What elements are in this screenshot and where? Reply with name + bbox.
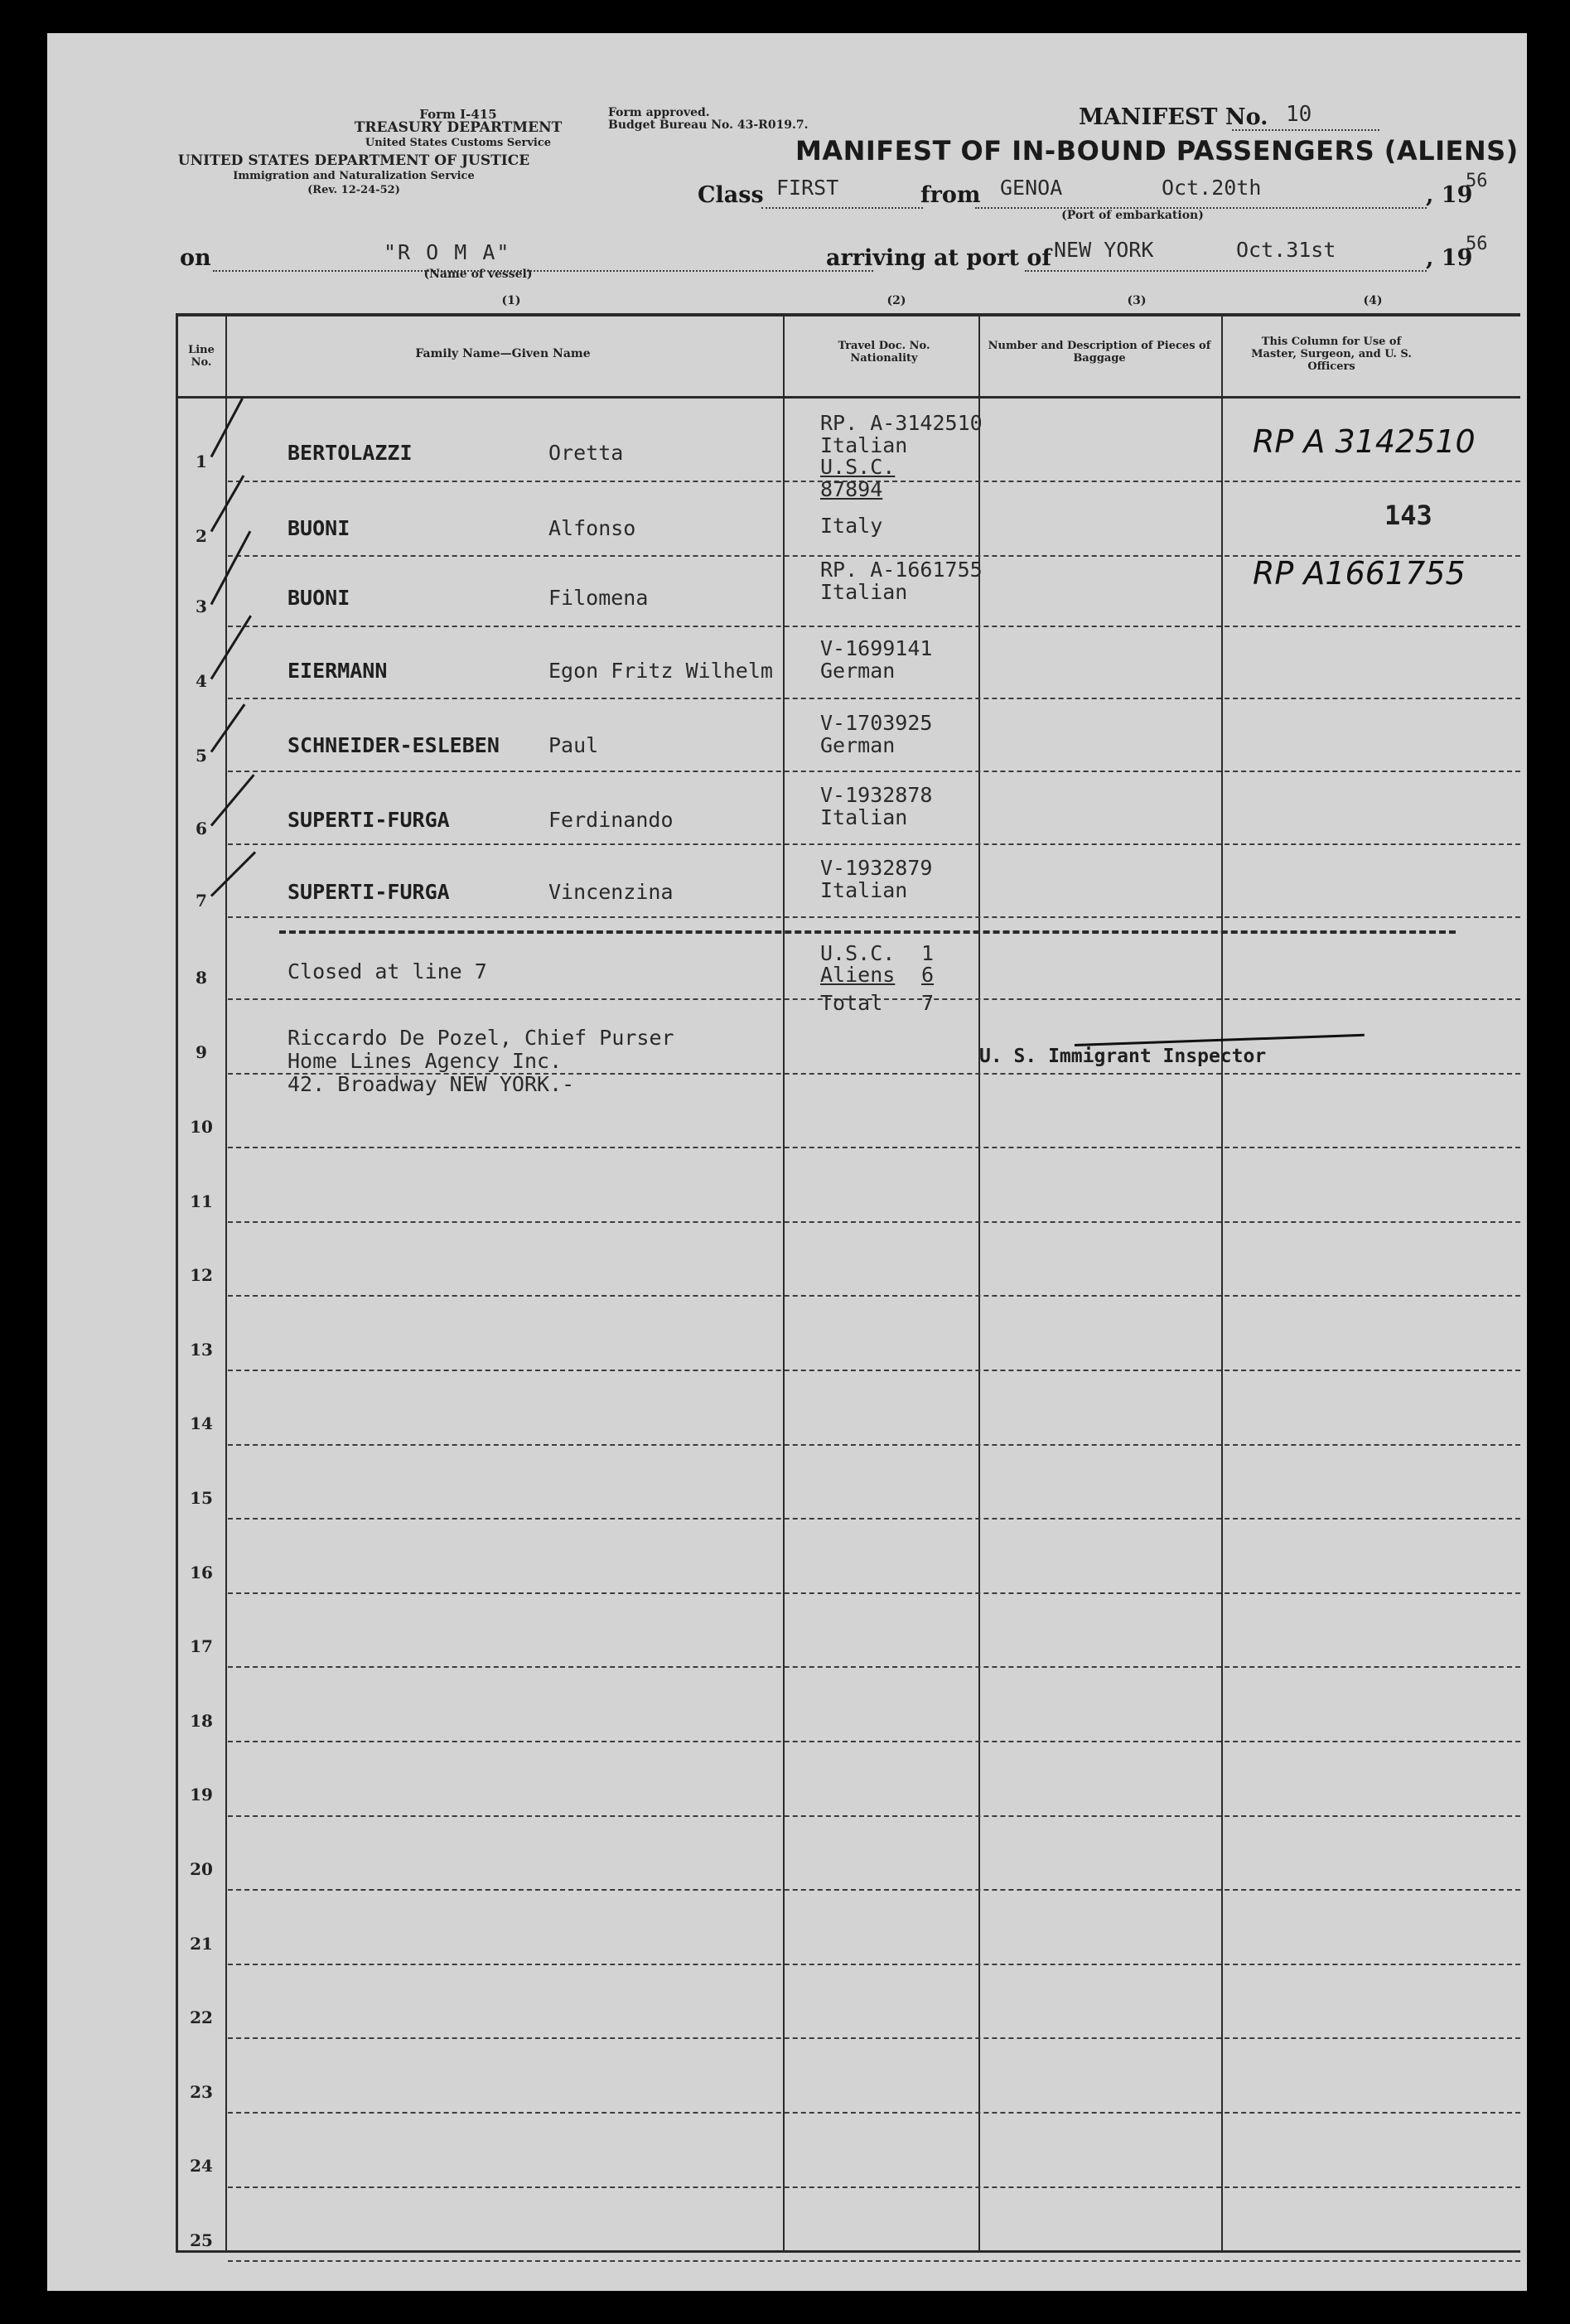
row-separator	[228, 1964, 1520, 1965]
row-separator	[228, 2186, 1520, 2188]
family-name: SUPERTI-FURGA	[287, 880, 450, 904]
aliens-label: Aliens	[820, 963, 896, 987]
line-number: 19	[190, 1785, 213, 1805]
row-separator	[228, 916, 1520, 918]
given-name: Paul	[548, 733, 599, 757]
department-of-justice: UNITED STATES DEPARTMENT OF JUSTICE	[177, 152, 530, 169]
line-number: 15	[190, 1488, 213, 1508]
nationality: Italian	[820, 433, 908, 457]
closed-at-line: Closed at line 7	[287, 959, 487, 983]
closing-rule	[279, 930, 1456, 934]
row-separator	[228, 1666, 1520, 1668]
given-name: Filomena	[548, 586, 649, 610]
class-label: Class	[698, 182, 764, 208]
officer-annotation: RP A1661755	[1253, 555, 1466, 592]
inspector-signature	[1075, 1034, 1365, 1046]
manifest-sheet	[47, 33, 1527, 2291]
line-number: 10	[190, 1117, 213, 1137]
line-number: 13	[190, 1339, 213, 1360]
from-year-suffix: 56	[1466, 171, 1488, 191]
given-name: Alfonso	[548, 516, 636, 540]
usc-label: U.S.C.	[820, 941, 896, 965]
travel-doc: V-1703925	[820, 711, 933, 735]
col-doc-header: Travel Doc. No. Nationality	[838, 340, 930, 365]
class-value: FIRST	[776, 176, 839, 200]
from-port: GENOA	[1000, 176, 1063, 200]
baggage-col-divider	[1221, 313, 1223, 2250]
form-approved: Form approved.	[608, 106, 710, 119]
treasury-department: TREASURY DEPARTMENT	[354, 119, 563, 136]
family-name: SCHNEIDER-ESLEBEN	[287, 733, 500, 757]
given-name: Ferdinando	[548, 808, 674, 832]
row-separator	[228, 1741, 1520, 1742]
inspector-signature-line: U. S. Immigrant Inspector	[979, 1046, 1267, 1067]
nationality: Italian	[820, 878, 908, 902]
given-name: Oretta	[548, 441, 624, 465]
doc-col-divider	[978, 313, 980, 2250]
travel-doc: V-1699141	[820, 636, 933, 660]
port-of-embarkation-caption: (Port of embarkation)	[1061, 209, 1204, 222]
travel-doc: RP. A-1661755	[820, 558, 983, 582]
class-dotline	[761, 207, 923, 209]
nationality: German	[820, 733, 896, 757]
line-number: 11	[190, 1191, 213, 1211]
line-number: 21	[190, 1933, 213, 1954]
on-label: on	[180, 245, 211, 271]
row-separator	[228, 1518, 1520, 1520]
arrival-year-prefix: , 19	[1426, 245, 1473, 271]
line-number: 6	[196, 819, 207, 838]
row-separator	[228, 1370, 1520, 1371]
travel-doc: V-1932879	[820, 856, 933, 880]
line-number: 24	[190, 2156, 213, 2177]
arriving-label: arriving at port of	[826, 245, 1052, 271]
arrival-port: NEW YORK	[1054, 238, 1154, 262]
budget-bureau: Budget Bureau No. 43-R019.7.	[608, 118, 809, 132]
line-number: 12	[190, 1265, 213, 1286]
aliens-count: 6	[921, 963, 935, 987]
row-separator	[228, 1444, 1520, 1446]
line-number: 22	[190, 2008, 213, 2028]
col-officer-header: This Column for Use of Master, Surgeon, and U. S. Officers	[1251, 336, 1412, 373]
check-mark	[210, 774, 255, 826]
line-col-divider	[225, 313, 227, 2250]
line-number: 20	[190, 1859, 213, 1879]
check-mark	[210, 703, 246, 752]
line-number: 18	[190, 1710, 213, 1731]
row-separator	[228, 1592, 1520, 1594]
line-number: 8	[196, 968, 207, 988]
manifest-no-dotline	[1232, 129, 1379, 131]
vessel-name: "R O M A"	[384, 240, 511, 264]
col-baggage-header: Number and Description of Pieces of Baggage	[988, 340, 1211, 365]
line-number: 23	[190, 2081, 213, 2102]
usc-count: 1	[921, 941, 935, 965]
line-number: 1	[196, 452, 207, 471]
row-separator	[228, 1147, 1520, 1148]
arrival-date: Oct.31st	[1236, 238, 1336, 262]
header-bottom-rule	[176, 396, 1520, 399]
manifest-no-label: MANIFEST No.	[1079, 104, 1268, 130]
row-separator	[228, 2037, 1520, 2039]
from-label: from	[920, 182, 981, 208]
purser-name: Riccardo De Pozel, Chief Purser	[287, 1026, 674, 1050]
family-name: BUONI	[287, 586, 350, 610]
family-name: BERTOLAZZI	[287, 441, 413, 465]
form-id: Form I-415	[419, 107, 497, 122]
line-number: 16	[190, 1562, 213, 1582]
arrival-year-suffix: 56	[1466, 234, 1488, 254]
manifest-title: MANIFEST OF IN-BOUND PASSENGERS (ALIENS)	[795, 135, 1519, 167]
row-separator	[228, 2260, 1520, 2262]
table-top-rule	[176, 313, 1520, 316]
line-number: 5	[196, 746, 207, 766]
officer-annotation: 143	[1384, 500, 1432, 531]
table-bottom-rule	[176, 2250, 1520, 2253]
row-separator	[228, 626, 1520, 627]
col3-number: (3)	[1127, 294, 1147, 307]
line-number: 4	[196, 671, 207, 691]
check-mark	[210, 475, 245, 532]
nationality: Italy	[820, 514, 883, 538]
row-separator	[228, 698, 1520, 699]
total-label: Total	[820, 991, 883, 1015]
nationality: Italian	[820, 805, 908, 829]
family-name: SUPERTI-FURGA	[287, 808, 450, 832]
name-col-divider	[783, 313, 785, 2250]
col1-number: (1)	[501, 294, 521, 307]
travel-doc: U.S.C. 87894	[820, 455, 896, 501]
customs-service: United States Customs Service	[365, 137, 552, 149]
travel-doc: RP. A-3142510	[820, 411, 983, 435]
line-number: 3	[196, 597, 207, 616]
family-name: EIERMANN	[287, 659, 388, 683]
agency-address: 42. Broadway NEW YORK.-	[287, 1072, 575, 1096]
row-separator	[228, 1221, 1520, 1223]
family-name: BUONI	[287, 516, 350, 540]
row-separator	[228, 843, 1520, 845]
agency-name: Home Lines Agency Inc.	[287, 1049, 563, 1073]
line-number: 9	[196, 1042, 207, 1062]
vessel-caption: (Name of vessel)	[423, 268, 533, 281]
travel-doc: V-1932878	[820, 783, 933, 807]
arriving-dotline	[1025, 270, 1427, 272]
check-mark	[210, 851, 256, 896]
line-number: 25	[190, 2230, 213, 2250]
col4-number: (4)	[1363, 294, 1383, 307]
line-number: 7	[196, 891, 207, 911]
col-line-no-header: Line No.	[188, 344, 215, 369]
line-number: 2	[196, 526, 207, 546]
nationality: Italian	[820, 580, 908, 604]
line-number: 17	[190, 1636, 213, 1657]
given-name: Vincenzina	[548, 880, 674, 904]
table-left-edge	[176, 313, 178, 2250]
row-separator	[228, 1295, 1520, 1297]
row-separator	[228, 1815, 1520, 1817]
line-number: 14	[190, 1413, 213, 1434]
form-revision: (Rev. 12-24-52)	[307, 184, 400, 196]
row-separator	[228, 771, 1520, 772]
from-date: Oct.20th	[1162, 176, 1262, 200]
given-name: Egon Fritz Wilhelm	[548, 659, 773, 683]
row-separator	[228, 2112, 1520, 2114]
row-separator	[228, 1889, 1520, 1891]
immigration-service: Immigration and Naturalization Service	[233, 170, 475, 182]
nationality: German	[820, 659, 896, 683]
officer-annotation: RP A 3142510	[1253, 423, 1476, 460]
from-year-prefix: , 19	[1426, 182, 1473, 208]
col2-number: (2)	[886, 294, 906, 307]
col-name-header: Family Name—Given Name	[415, 347, 591, 360]
total-count: 7	[921, 991, 935, 1015]
manifest-number: 10	[1286, 102, 1312, 127]
